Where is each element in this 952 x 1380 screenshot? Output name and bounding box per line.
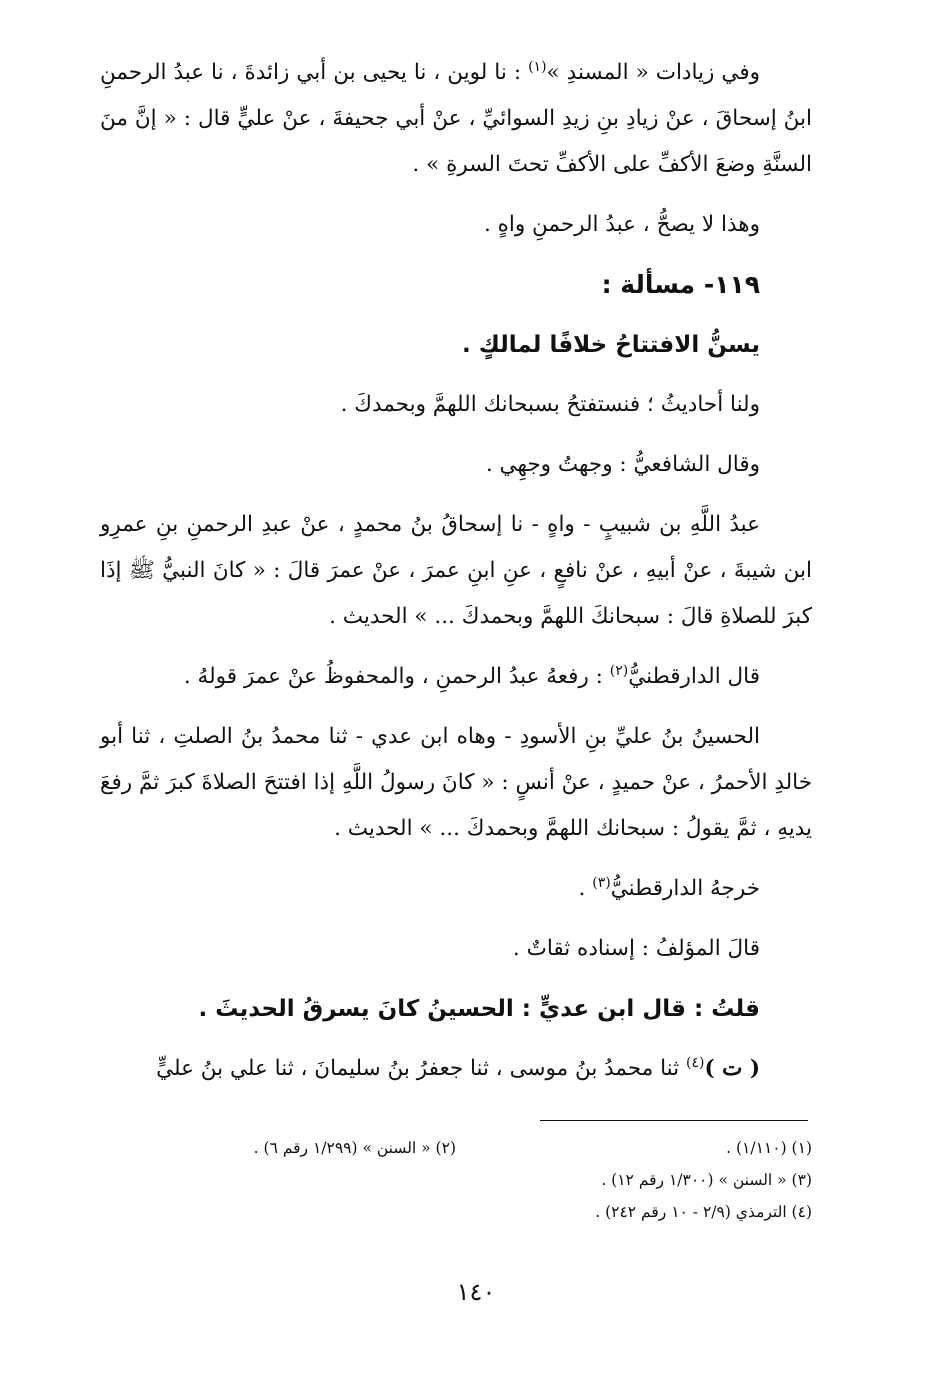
paragraph-text-rest: ثنا محمدُ بنُ موسى ، ثنا جعفرُ بنُ سليمانَ ، ثنا علي بنُ عليٍّ	[156, 1056, 680, 1081]
paragraph-text-rest: : نا لوين ، نا يحيى بن أبي زائدةَ ، نا عبدُ الرحمنِ ابنُ إسحاقَ ، عنْ زيادِ بنِ زيدِ السوائيِّ ، عنْ أبي جحيفةَ ، عنْ عليٍّ قال : « إنَّ منَ السنَّةِ وضعَ الأكفِّ على الأكفِّ تحتَ السرةِ » .	[100, 60, 812, 177]
paragraph-text-rest: .	[578, 876, 586, 901]
issue-ruling: يسنُّ الافتتاحُ خلافًا لمالكٍ .	[461, 332, 760, 358]
footnote-divider	[540, 1120, 808, 1121]
footnote-1: (١) (١/١١٠) .	[726, 1139, 812, 1157]
paragraph-zawaid-musnad	[100, 50, 812, 188]
paragraph-text: ولنا أحاديثُ ؛ فنستفتحُ بسبحانك اللهمَّ وبحمدكَ .	[340, 392, 760, 417]
paragraph-kharrajahu	[100, 866, 812, 912]
paragraph-text: عبدُ اللَّهِ بن شبيبٍ - واهٍ - نا إسحاقُ بنُ محمدٍ ، عنْ عبدِ الرحمنِ بنِ عمرِو ابن شيبةَ ، عنْ أبيهِ ، عنْ نافعٍ ، عنِ ابنِ عمرَ ، عنْ عمرَ قالَ : « كانَ النبيُّ ﷺ إذَا كبرَ للصلاةِ قالَ : سبحانكَ اللهمَّ وبحمدكَ ... » الحديث .	[100, 512, 812, 629]
paragraph-text: قالَ المؤلفُ : إسناده ثقاتٌ .	[512, 936, 760, 961]
main-text	[100, 50, 812, 1106]
paragraph-text: وقال الشافعيُّ : وجهتُ وجهِي .	[485, 452, 760, 477]
paragraph-shafii	[100, 442, 812, 488]
paragraph-text-rest: : رفعهُ عبدُ الرحمنِ ، والمحفوظُ عنْ عمرَ قولهُ .	[183, 664, 603, 689]
paragraph-ahadith	[100, 382, 812, 428]
paragraph-la-yasih	[100, 202, 812, 248]
paragraph-abdullah-shabib	[100, 502, 812, 640]
footnote-ref-1[interactable]: (١)	[528, 58, 547, 75]
paragraph-tirmidhi	[100, 1046, 812, 1092]
paragraph-text: وفي زيادات « المسندِ »	[546, 60, 760, 85]
issue-heading: ١١٩- مسألة :	[601, 270, 760, 299]
footnotes	[100, 1132, 812, 1228]
paragraph-author-says	[100, 926, 812, 972]
footnote-2: (٢) « السنن » (١/٢٩٩ رقم ٦) .	[253, 1139, 456, 1157]
paragraph-qultu: قلتُ : قال ابن عديٍّ : الحسينُ كانَ يسرقُ الحديثَ .	[198, 996, 760, 1022]
footnote-3: (٣) « السنن » (١/٣٠٠ رقم ١٢) .	[601, 1171, 812, 1189]
paragraph-text: قال الدارقطنيُّ	[628, 664, 760, 689]
page-number: ١٤٠	[456, 1278, 496, 1306]
paragraph-text: خرجهُ الدارقطنيُّ	[610, 876, 760, 901]
footnote-4: (٤) الترمذي (٢/٩ - ١٠ رقم ٢٤٢) .	[595, 1203, 812, 1221]
paragraph-daraqutni-comment	[100, 654, 812, 700]
footnote-ref-2[interactable]: (٢)	[609, 662, 629, 679]
footnote-ref-3[interactable]: (٣)	[592, 874, 611, 891]
paragraph-text: الحسينُ بنُ عليِّ بنِ الأسودِ - وهاه ابن عدي - ثنا محمدُ بنُ الصلتِ ، ثنا أبو خالدِ الأحمرُ ، عنْ حميدٍ ، عنْ أنسٍ : « كانَ رسولُ اللَّهِ إذا افتتحَ الصلاةَ كبرَ ثمَّ رفعَ يديهِ ، ثمَّ يقولُ : سبحانك اللهمَّ وبحمدكَ ... » الحديث .	[100, 724, 812, 841]
footnote-row	[100, 1132, 812, 1164]
paragraph-text: وهذا لا يصحُّ ، عبدُ الرحمنِ واهٍ .	[483, 212, 760, 237]
paragraph-husayn-ibn-ali	[100, 714, 812, 852]
paragraph-text: ( ت )	[704, 1056, 760, 1081]
footnote-ref-4[interactable]: (٤)	[685, 1054, 705, 1071]
